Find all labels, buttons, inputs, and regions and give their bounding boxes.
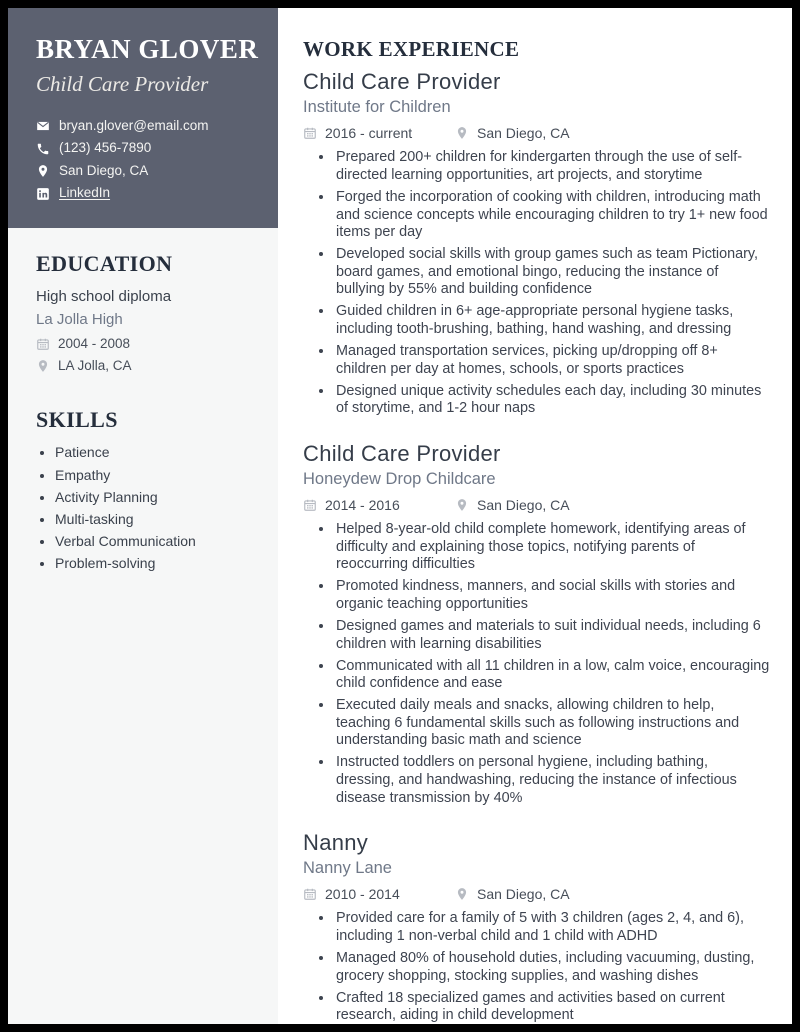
skill-item: • Problem-solving [55, 555, 258, 571]
person-job-title: Child Care Provider [36, 72, 209, 97]
skill-item: • Verbal Communication [55, 533, 258, 549]
job-dates-row [303, 886, 455, 902]
pin-icon [36, 164, 50, 178]
pin-icon [36, 359, 50, 373]
contact-email-label: bryan.glover@email.com [59, 118, 209, 134]
job-location-row [455, 497, 570, 513]
job-dates: 2010 - 2014 [325, 886, 400, 903]
skills-heading: SKILLS [36, 407, 118, 433]
skill-item: • Multi-tasking [55, 511, 258, 527]
job-bullets [303, 910, 770, 1024]
calendar-icon [303, 126, 317, 140]
work-experience-section [278, 8, 792, 1024]
job-meta-row [303, 125, 770, 141]
job-entry [303, 69, 770, 418]
job-entry [303, 441, 770, 807]
job-dates: 2016 - current [325, 125, 413, 142]
education-location: LA Jolla, CA [58, 358, 132, 374]
education-degree: High school diploma [36, 288, 172, 306]
education-location-row [36, 358, 258, 373]
job-company: Honeydew Drop Childcare [303, 470, 496, 489]
contact-phone [36, 141, 262, 156]
contact-location [36, 164, 262, 179]
job-dates-row [303, 125, 455, 141]
bullet-item: • Promoted kindness, manners, and social skills with stories and organic teaching opportunities [334, 578, 770, 613]
job-location: San Diego, CA [477, 125, 570, 142]
education-dates: 2004 - 2008 [58, 336, 131, 352]
skills-section [8, 407, 278, 571]
job-company: Institute for Children [303, 98, 451, 117]
envelope-icon [36, 119, 50, 133]
bullet-item: • Managed transportation services, picking up/dropping off 8+ children per day at homes, schools, or sports practices [334, 343, 770, 378]
bullet-item: • Communicated with all 11 children in a low, calm voice, encouraging child confidence and ease [334, 658, 770, 693]
skill-item: • Empathy [55, 467, 258, 483]
bullet-item: • Helped 8-year-old child complete homework, identifying areas of difficulty and explaining those topics, notifying parents of reoccurring difficulties [334, 521, 770, 574]
bullet-item: • Executed daily meals and snacks, allowing children to help, teaching 6 fundamental skills such as following instructions and understanding basic math and science [334, 697, 770, 750]
job-location: San Diego, CA [477, 497, 570, 514]
pin-icon [455, 126, 469, 140]
education-school: La Jolla High [36, 311, 123, 329]
bullet-item: • Forged the incorporation of cooking with children, introducing math and science concepts while encouraging children to try 1+ new food items per day [334, 189, 770, 242]
contact-location-label: San Diego, CA [59, 162, 149, 178]
calendar-icon [303, 498, 317, 512]
calendar-icon [36, 337, 50, 351]
bullet-item: • Developed social skills with group games such as team Pictionary, board games, and emotional bingo, reducing the instance of bullying by 55% and building confidence [334, 246, 770, 299]
job-title: Child Care Provider [303, 440, 501, 466]
job-location-row [455, 886, 570, 902]
job-bullets [303, 149, 770, 417]
person-name: BRYAN GLOVER [36, 34, 259, 64]
job-company: Nanny Lane [303, 859, 392, 878]
education-heading: EDUCATION [36, 251, 173, 277]
job-location-row [455, 125, 570, 141]
education-section [8, 251, 278, 373]
bullet-item: • Prepared 200+ children for kindergarten through the use of self-directed learning opportunities, art projects, and storytime [334, 149, 770, 184]
sidebar [8, 8, 278, 1024]
education-dates-row [36, 336, 258, 351]
job-dates-row [303, 497, 455, 513]
job-bullets [303, 521, 770, 807]
resume-page [8, 8, 792, 1024]
pin-icon [455, 887, 469, 901]
skill-item: • Activity Planning [55, 489, 258, 505]
job-entry [303, 830, 770, 1024]
job-title: Child Care Provider [303, 69, 501, 94]
contact-phone-label: (123) 456-7890 [59, 140, 152, 156]
linkedin-icon [36, 187, 50, 201]
bullet-item: • Managed 80% of household duties, including vacuuming, dusting, grocery shopping, stocking supplies, and washing dishes [334, 950, 770, 985]
linkedin-link[interactable]: LinkedIn [59, 185, 111, 201]
job-title: Nanny [303, 830, 369, 856]
pin-icon [455, 498, 469, 512]
identity-header [8, 8, 278, 228]
bullet-item: • Provided care for a family of 5 with 3 children (ages 2, 4, and 6), including 1 non-verbal child and 1 child with ADHD [334, 910, 770, 945]
job-meta-row [303, 886, 770, 902]
bullet-item: • Guided children in 6+ age-appropriate personal hygiene tasks, including tooth-brushing, bathing, hand washing, and dressing [334, 303, 770, 338]
contact-linkedin [36, 186, 262, 201]
bullet-item: • Designed games and materials to suit individual needs, including 6 children with learning disabilities [334, 618, 770, 653]
bullet-item: • Designed unique activity schedules each day, including 30 minutes of storytime, and 1-2 hour naps [334, 383, 770, 418]
job-location: San Diego, CA [477, 886, 570, 903]
skill-item: • Patience [55, 444, 258, 460]
contact-email [36, 119, 262, 134]
work-experience-heading: WORK EXPERIENCE [303, 37, 520, 61]
calendar-icon [303, 887, 317, 901]
skills-list [36, 444, 258, 571]
job-dates: 2014 - 2016 [325, 497, 400, 514]
bullet-item: • Crafted 18 specialized games and activities based on current research, aiding in child development [334, 990, 770, 1024]
phone-icon [36, 142, 50, 156]
bullet-item: • Instructed toddlers on personal hygiene, including bathing, dressing, and handwashing, reducing the instance of infectious disease transmission by 40% [334, 754, 770, 807]
job-meta-row [303, 497, 770, 513]
jobs-container [303, 69, 770, 1024]
